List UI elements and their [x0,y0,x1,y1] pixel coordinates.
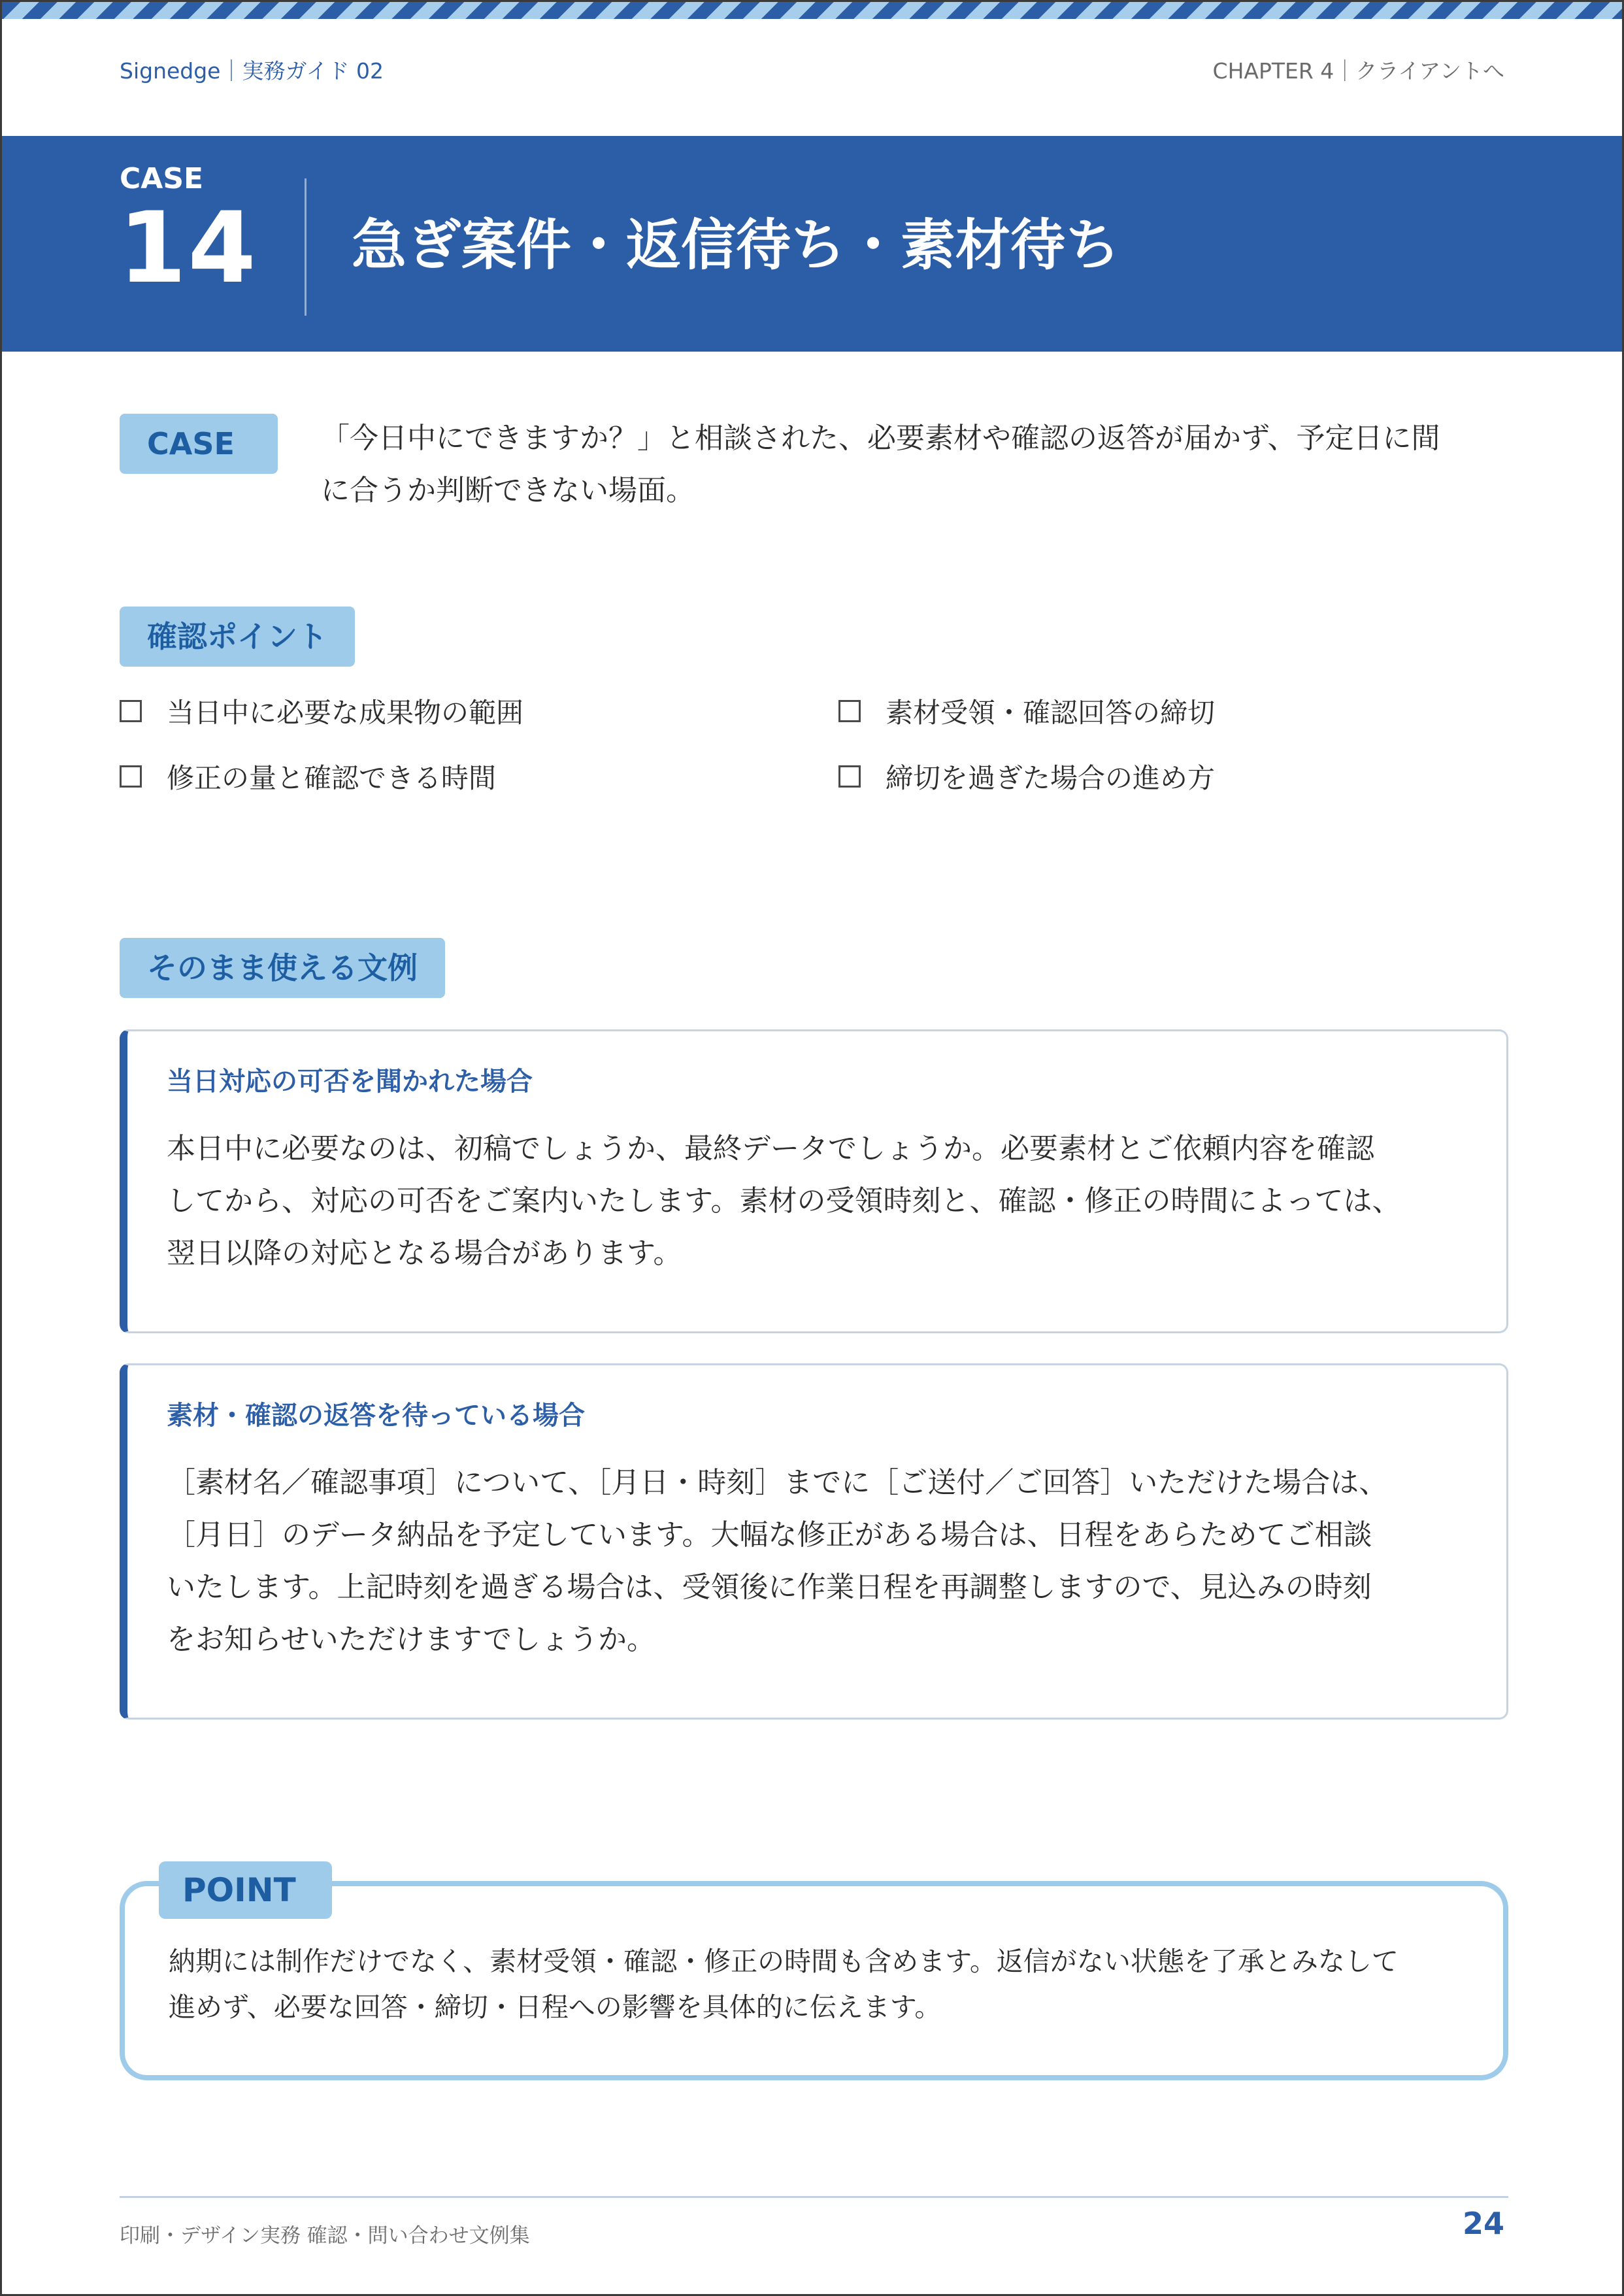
checkbox-icon[interactable] [838,700,861,722]
header-brand: Signedge｜実務ガイド 02 [120,58,384,84]
checklist-label: 素材受領・確認回答の締切 [886,697,1216,729]
example-line: 本日中に必要なのは、初稿でしょうか、最終データでしょうか。必要素材とご依頼内容を確認 [167,1132,1374,1165]
top-stripe [2,2,1622,19]
example-line: ［月日］のデータ納品を予定しています。大幅な修正がある場合は、日程をあらためてご相談 [167,1518,1372,1552]
example-line: 翌日以降の対応となる場合があります。 [167,1237,682,1270]
case-number: 14 [118,191,257,305]
checklist-label: 当日中に必要な成果物の範囲 [167,697,524,729]
point-tag: POINT [159,1861,332,1919]
example-card [120,1029,1508,1333]
example-card-body [167,1123,1474,1280]
checkbox-icon[interactable] [838,765,861,788]
case-line: に合うか判断できない場面。 [321,474,695,507]
checklist-label: 修正の量と確認できる時間 [167,762,497,794]
point-line: 納期には制作だけでなく、素材受領・確認・修正の時間も含めます。返信がない状態を了承とみなして [169,1946,1399,1977]
case-tag: CASE [120,414,278,474]
checkbox-icon[interactable] [120,765,142,788]
footer-title: 印刷・デザイン実務 確認・問い合わせ文例集 [120,2224,530,2248]
checkbox-icon[interactable] [120,700,142,722]
page-number: 24 [1462,2206,1504,2241]
examples-tag: そのまま使える文例 [120,938,445,998]
example-line: いたします。上記時刻を過ぎる場合は、受領後に作業日程を再調整しますので、見込みの時刻 [167,1571,1372,1604]
example-card-title: 当日対応の可否を聞かれた場合 [167,1067,533,1097]
example-line: をお知らせいただけますでしょうか。 [167,1623,655,1656]
footer-divider [120,2196,1508,2198]
example-card-title: 素材・確認の返答を待っている場合 [167,1401,585,1431]
checkpoints-tag: 確認ポイント [120,607,355,667]
example-line: ［素材名／確認事項］について、［月日・時刻］までに［ご送付／ご回答］いただけた場合は、 [167,1466,1388,1499]
checklist-item[interactable] [120,757,496,796]
header-chapter: CHAPTER 4｜クライアントへ [1212,58,1504,84]
example-line: してから、対応の可否をご案内いたします。素材の受領時刻と、確認・修正の時間によっては、 [167,1184,1401,1218]
checklist-label: 締切を過ぎた場合の進め方 [886,762,1216,794]
case-label: CASE [120,162,204,195]
example-card-body [167,1457,1474,1666]
example-card [120,1363,1508,1720]
checklist-item[interactable] [838,691,1215,731]
page-title: 急ぎ案件・返信待ち・素材待ち [352,213,1121,277]
point-line: 進めず、必要な回答・締切・日程への影響を具体的に伝えます。 [169,1991,942,2023]
case-banner [2,136,1622,352]
point-text [169,1938,1489,2030]
case-line: 「今日中にできますか？」と相談された、必要素材や確認の返答が届かず、予定日に間 [321,422,1440,455]
banner-divider [305,178,307,316]
checklist-item[interactable] [838,757,1215,796]
checklist-item[interactable] [120,691,523,731]
case-description [321,412,1517,517]
